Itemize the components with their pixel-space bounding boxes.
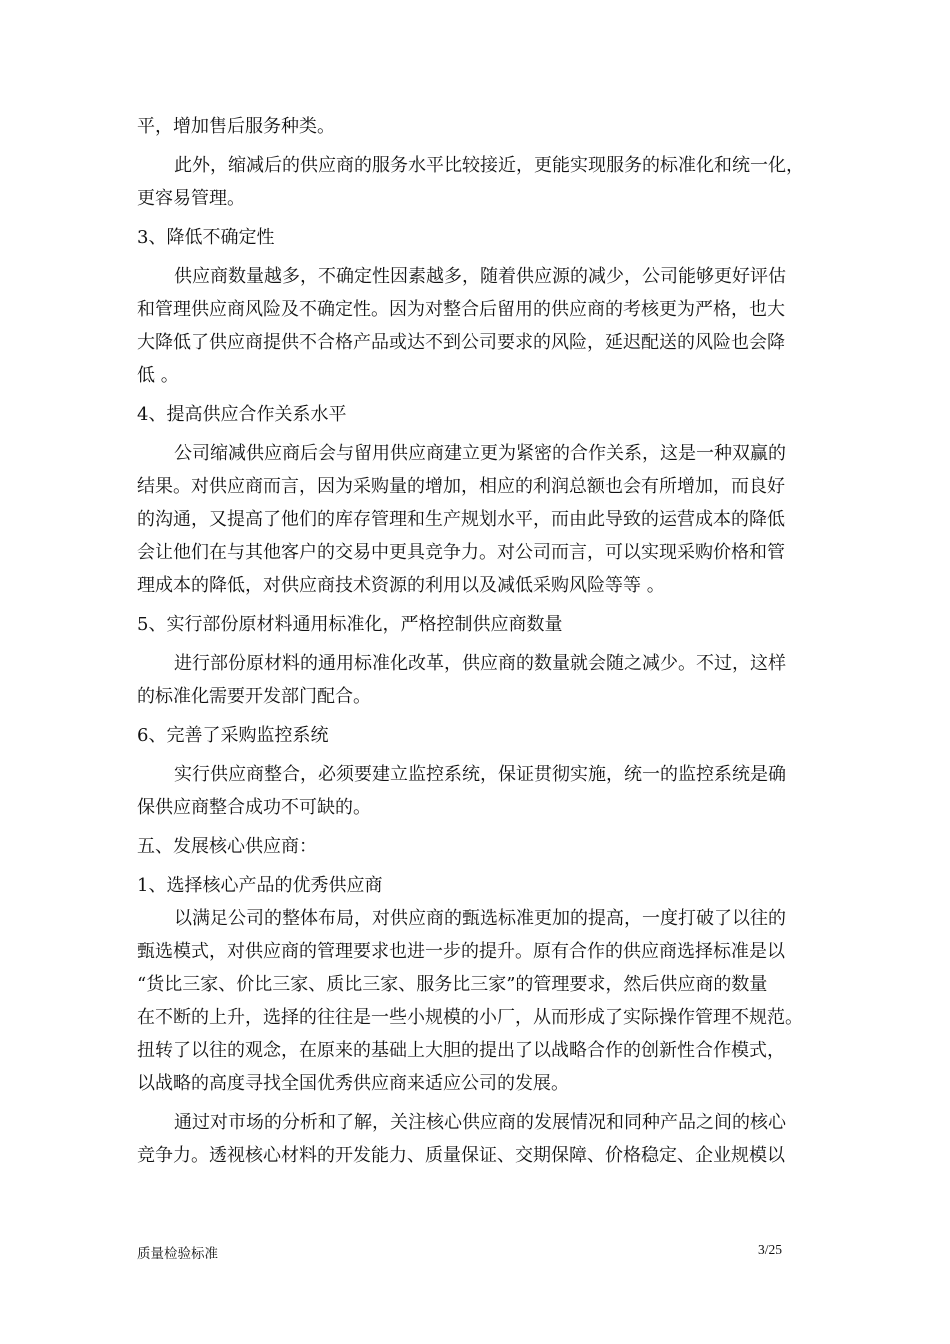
text-line: 以战略的高度寻找全国优秀供应商来适应公司的发展。 bbox=[137, 1073, 569, 1094]
text-line: 在不断的上升，选择的往往是一些小规模的小厂，从而形成了实际操作管理不规范。 bbox=[137, 1007, 803, 1028]
section-heading: 1、选择核心产品的优秀供应商 bbox=[137, 875, 383, 896]
paragraph-line: 通过对市场的分析和了解，关注核心供应商的发展情况和同种产品之间的核心 bbox=[174, 1112, 786, 1133]
chapter-heading: 五、发展核心供应商： bbox=[137, 836, 317, 857]
text-line: 和管理供应商风险及不确定性。因为对整合后留用的供应商的考核更为严格，也大 bbox=[137, 299, 785, 320]
section-heading: 5、实行部份原材料通用标准化，严格控制供应商数量 bbox=[137, 614, 563, 635]
text-line: 结果。对供应商而言，因为采购量的增加，相应的利润总额也会有所增加，而良好 bbox=[137, 476, 785, 497]
section-heading: 6、完善了采购监控系统 bbox=[137, 725, 329, 746]
paragraph-line: 进行部份原材料的通用标准化改革，供应商的数量就会随之减少。不过，这样 bbox=[174, 653, 786, 674]
text-line: 甄选模式，对供应商的管理要求也进一步的提升。原有合作的供应商选择标准是以 bbox=[137, 941, 785, 962]
text-line: 会让他们在与其他客户的交易中更具竞争力。对公司而言，可以实现采购价格和管 bbox=[137, 542, 785, 563]
text-line: 保供应商整合成功不可缺的。 bbox=[137, 797, 371, 818]
text-line: 更容易管理。 bbox=[137, 188, 245, 209]
text-line: 的标准化需要开发部门配合。 bbox=[137, 686, 371, 707]
text-line: 竞争力。透视核心材料的开发能力、质量保证、交期保障、价格稳定、企业规模以 bbox=[137, 1145, 785, 1166]
section-heading: 4、提高供应合作关系水平 bbox=[137, 404, 347, 425]
text-line: 平，增加售后服务种类。 bbox=[137, 116, 335, 137]
footer-document-title: 质量检验标准 bbox=[137, 1246, 218, 1262]
paragraph-line: 实行供应商整合，必须要建立监控系统，保证贯彻实施，统一的监控系统是确 bbox=[174, 764, 786, 785]
text-line: 的沟通，又提高了他们的库存管理和生产规划水平，而由此导致的运营成本的降低 bbox=[137, 509, 785, 530]
paragraph-line: 此外，缩减后的供应商的服务水平比较接近，更能实现服务的标准化和统一化， bbox=[174, 155, 804, 176]
text-line: 大降低了供应商提供不合格产品或达不到公司要求的风险，延迟配送的风险也会降 bbox=[137, 332, 785, 353]
text-line: 扭转了以往的观念，在原来的基础上大胆的提出了以战略合作的创新性合作模式， bbox=[137, 1040, 785, 1061]
text-line: “货比三家、价比三家、质比三家、服务比三家”的管理要求，然后供应商的数量 bbox=[137, 974, 768, 995]
paragraph-line: 公司缩减供应商后会与留用供应商建立更为紧密的合作关系，这是一种双赢的 bbox=[174, 443, 786, 464]
paragraph-line: 以满足公司的整体布局，对供应商的甄选标准更加的提高，一度打破了以往的 bbox=[174, 908, 786, 929]
footer-page-number: 3/25 bbox=[758, 1242, 783, 1257]
paragraph-line: 供应商数量越多，不确定性因素越多，随着供应源的减少，公司能够更好评估 bbox=[174, 266, 786, 287]
body-text bbox=[137, 110, 829, 1172]
text-line: 低 。 bbox=[137, 365, 179, 386]
section-heading: 3、降低不确定性 bbox=[137, 227, 275, 248]
text-line: 理成本的降低，对供应商技术资源的利用以及减低采购风险等等 。 bbox=[137, 575, 665, 596]
